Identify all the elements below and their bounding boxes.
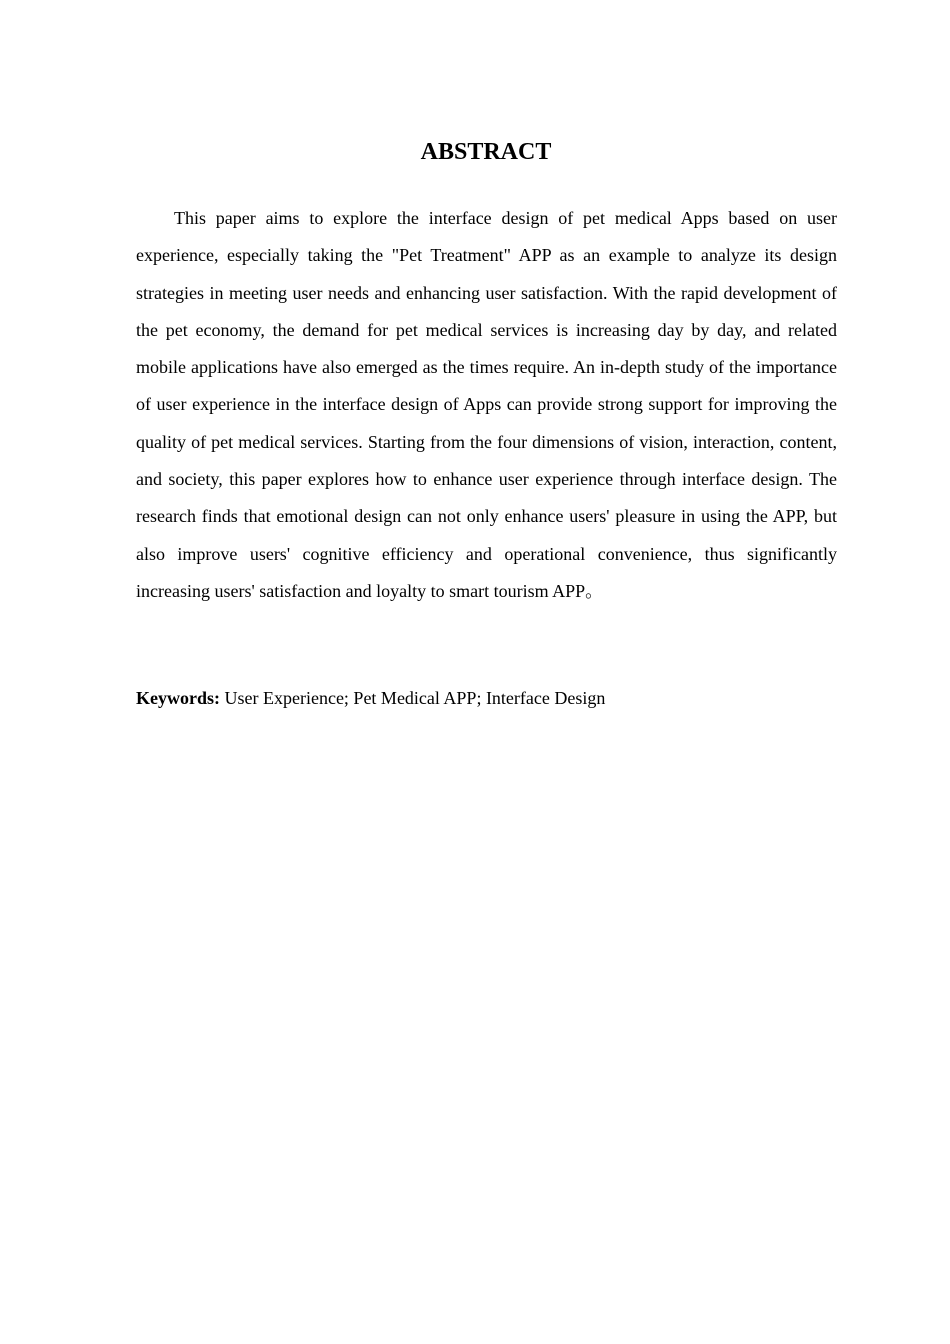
abstract-title: ABSTRACT [420,139,552,165]
keywords-value: User Experience; Pet Medical APP; Interface Design [224,688,606,708]
keywords-line [136,683,837,713]
abstract-paragraph: This paper aims to explore the interface design of pet medical Apps based on user experience, especially taking the "Pet Treatment" APP as an example to analyze its design strategies in meeting user needs and enhancing user satisfaction. With the rapid development of the pet economy, the demand for pet medical services is increasing day by day, and related mobile applications have also emerged as the times require. An in-depth study of the importance of user experience in the interface design of Apps can provide strong support for improving the quality of pet medical services. Starting from the four dimensions of vision, interaction, content, and society, this paper explores how to enhance user experience through interface design. The research finds that emotional design can not only enhance users' pleasure in using the APP, but also improve users' cognitive efficiency and operational convenience, thus significantly increasing users' satisfaction and loyalty to smart tourism APP。 [136,208,837,601]
keywords-label: Keywords: [136,688,220,708]
